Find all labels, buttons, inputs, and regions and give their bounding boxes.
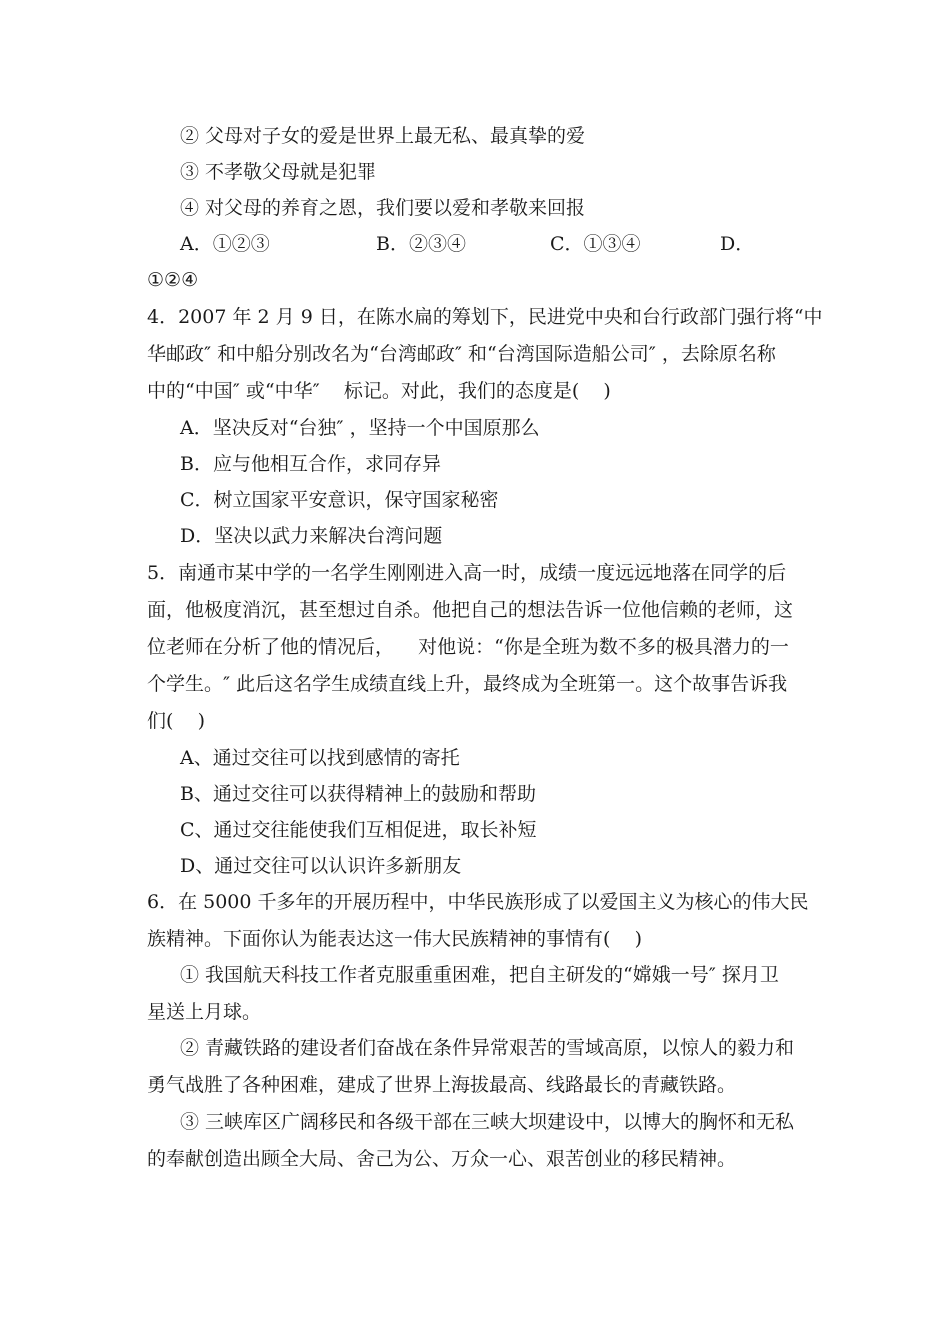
q5-stem-line-5: 们( ) (147, 710, 205, 732)
q5-option-a: A、通过交往可以找到感情的寄托 (180, 747, 460, 769)
q6-stem-line-1: 6．在 5000 千多年的开展历程中，中华民族形成了以爱国主义为核心的伟大民 (147, 891, 809, 913)
q5-option-c: C、通过交往能使我们互相促进，取长补短 (180, 819, 537, 841)
q5-stem-line-4: 个学生。″ 此后这名学生成绩直线上升，最终成为全班第一。这个故事告诉我 (147, 673, 788, 695)
q5-option-d: D、通过交往可以认识许多新朋友 (180, 855, 462, 877)
q6-item-3-line-2: 的奉献创造出顾全大局、舍己为公、万众一心、艰苦创业的移民精神。 (147, 1148, 737, 1170)
q3-option-a: A．①②③ (180, 233, 270, 255)
q6-stem-line-2: 族精神。下面你认为能表达这一伟大民族精神的事情有( ) (147, 928, 642, 950)
q3-option-d-continued: ①②④ (147, 269, 199, 291)
q6-item-3-line-1: ③ 三峡库区广阔移民和各级干部在三峡大坝建设中，以博大的胸怀和无私 (180, 1111, 795, 1133)
q3-item-2: ② 父母对子女的爱是世界上最无私、最真挚的爱 (180, 125, 586, 147)
q3-option-b: B．②③④ (376, 233, 466, 255)
q6-item-2-line-1: ② 青藏铁路的建设者们奋战在条件异常艰苦的雪域高原，以惊人的毅力和 (180, 1037, 795, 1059)
q3-item-3: ③ 不孝敬父母就是犯罪 (180, 161, 377, 183)
q4-option-d: D．坚决以武力来解决台湾问题 (180, 525, 443, 547)
q4-option-c: C．树立国家平安意识，保守国家秘密 (180, 489, 499, 511)
q4-stem-line-2: 华邮政″ 和中船分别改名为“台湾邮政″ 和“台湾国际造船公司″ ，去除原名称 (147, 343, 776, 365)
q6-item-1-line-1: ① 我国航天科技工作者克服重重困难，把自主研发的“嫦娥一号″ 探月卫 (180, 964, 779, 986)
q5-option-b: B、通过交往可以获得精神上的鼓励和帮助 (180, 783, 536, 805)
q6-item-1-line-2: 星送上月球。 (147, 1001, 262, 1023)
q4-option-a: A．坚决反对“台独″ ，坚持一个中国原那么 (180, 417, 540, 439)
q5-stem-line-3: 位老师在分析了他的情况后， 对他说：“你是全班为数不多的极具潜力的一 (147, 636, 789, 658)
q3-item-4: ④ 对父母的养育之恩，我们要以爱和孝敬来回报 (180, 197, 586, 219)
q3-option-d: D． (720, 233, 755, 255)
q3-option-c: C．①③④ (550, 233, 641, 255)
q5-stem-line-2: 面，他极度消沉，甚至想过自杀。他把自己的想法告诉一位他信赖的老师，这 (147, 599, 794, 621)
q6-item-2-line-2: 勇气战胜了各种困难，建成了世界上海拔最高、线路最长的青藏铁路。 (147, 1074, 737, 1096)
q5-stem-line-1: 5．南通市某中学的一名学生刚刚进入高一时，成绩一度远远地落在同学的后 (147, 562, 787, 584)
q4-stem-line-1: 4．2007 年 2 月 9 日，在陈水扁的筹划下，民进党中央和台行政部门强行将“中 (147, 306, 823, 328)
q4-stem-line-3: 中的“中国″ 或“中华″ 标记。对此，我们的态度是( ) (147, 380, 611, 402)
q4-option-b: B．应与他相互合作，求同存异 (180, 453, 441, 475)
